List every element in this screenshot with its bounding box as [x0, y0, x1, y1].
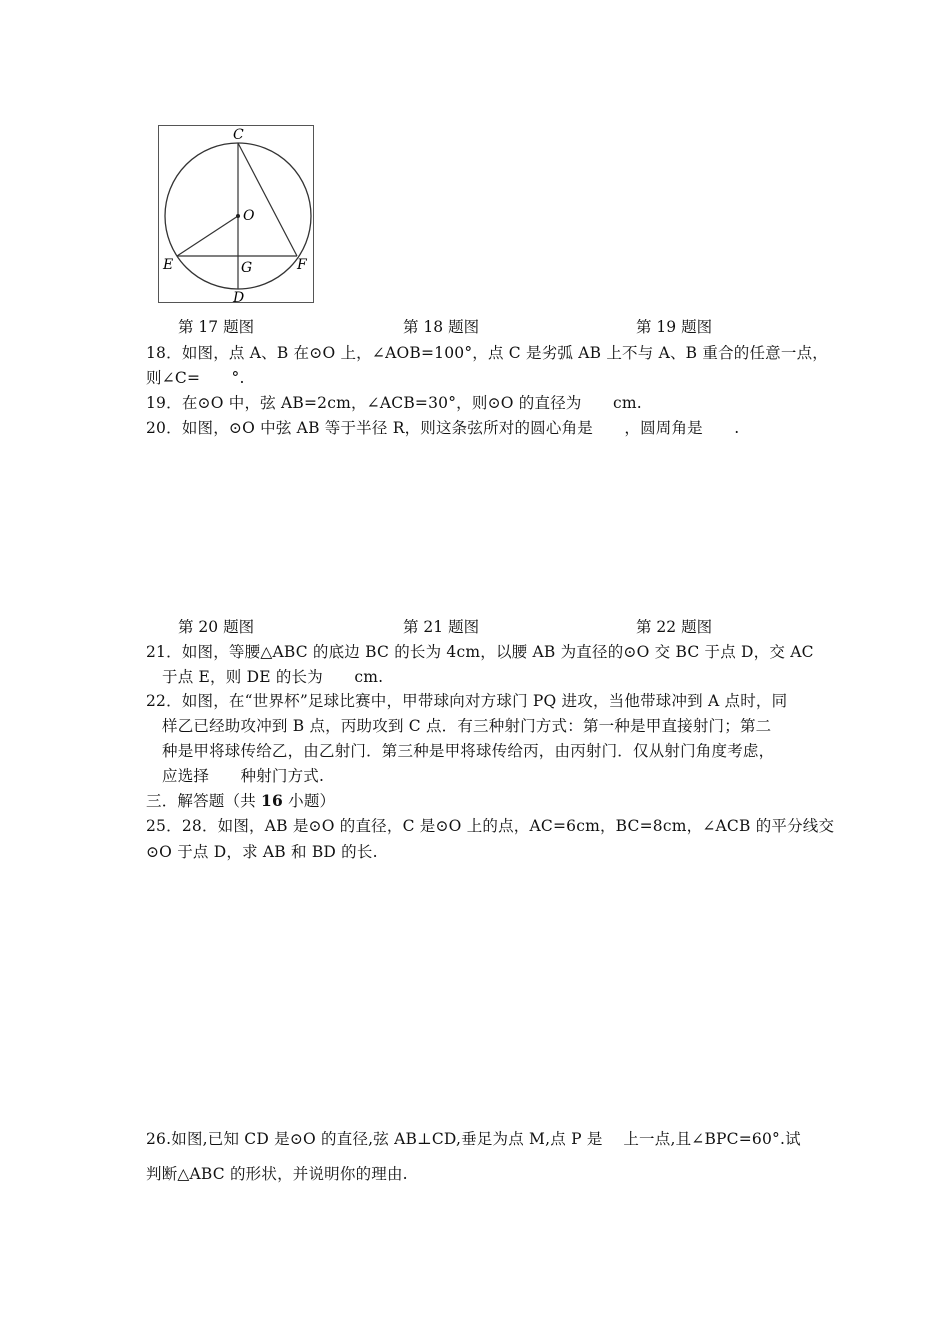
- question-19: 19．在⊙O 中，弦 AB=2cm，∠ACB=30°，则⊙O 的直径为 cm.: [146, 394, 642, 412]
- section-heading-suffix: 小题）: [283, 792, 336, 810]
- caption-fig-20: 第 20 题图: [178, 618, 255, 636]
- question-25-line-1: 25．28．如图，AB 是⊙O 的直径，C 是⊙O 上的点，AC=6cm，BC=8cm，∠ACB 的平分线交: [146, 817, 835, 835]
- figure-17-circle-diagram: [158, 125, 314, 303]
- question-22-line-3: 种是甲将球传给乙，由乙射门．第三种是甲将球传给丙，由丙射门．仅从射门角度考虑，: [162, 742, 775, 760]
- question-20: 20．如图，⊙O 中弦 AB 等于半径 R，则这条弦所对的圆心角是 ，圆周角是 .: [146, 419, 740, 437]
- question-22-line-4: 应选择 种射门方式.: [162, 767, 325, 785]
- chord-cf: [238, 143, 297, 256]
- question-21-line-1: 21．如图，等腰△ABC 的底边 BC 的长为 4cm，以腰 AB 为直径的⊙O 交 BC 于点 D，交 AC: [146, 643, 814, 661]
- label-e: E: [163, 257, 174, 273]
- question-18-line-2: 则∠C= °.: [146, 369, 245, 387]
- section-heading: [146, 791, 335, 811]
- caption-fig-19: 第 19 题图: [636, 318, 713, 336]
- question-22-line-1: 22．如图，在“世界杯”足球比赛中，甲带球向对方球门 PQ 进攻，当他带球冲到 A 点时，同: [146, 692, 788, 710]
- question-26-line-2: 判断△ABC 的形状，并说明你的理由.: [146, 1165, 408, 1183]
- section-question-count: 16: [261, 791, 284, 810]
- question-25-line-2: ⊙O 于点 D，求 AB 和 BD 的长.: [146, 843, 378, 861]
- question-21-line-2: 于点 E，则 DE 的长为 cm.: [162, 668, 384, 686]
- caption-fig-17: 第 17 题图: [178, 318, 255, 336]
- question-18-line-1: 18．如图，点 A、B 在⊙O 上，∠AOB=100°，点 C 是劣弧 AB 上不与 A、B 重合的任意一点，: [146, 344, 828, 362]
- label-d: D: [233, 290, 245, 304]
- label-c: C: [233, 127, 244, 143]
- radius-oe: [177, 216, 238, 256]
- caption-fig-18: 第 18 题图: [403, 318, 480, 336]
- circle-diagram-svg: [159, 126, 315, 304]
- question-26-line-1: 26.如图,已知 CD 是⊙O 的直径,弦 AB⊥CD,垂足为点 M,点 P 是 上一点,且∠BPC=60°.试: [146, 1130, 801, 1148]
- caption-fig-22: 第 22 题图: [636, 618, 713, 636]
- question-22-line-2: 样乙已经助攻冲到 B 点，丙助攻到 C 点．有三种射门方式：第一种是甲直接射门；第二: [162, 717, 772, 735]
- label-f: F: [297, 257, 307, 273]
- label-g: G: [241, 260, 253, 276]
- label-o: O: [243, 208, 255, 224]
- center-point-o: [236, 214, 240, 218]
- section-heading-prefix: 三．解答题（共: [146, 792, 262, 810]
- caption-fig-21: 第 21 题图: [403, 618, 480, 636]
